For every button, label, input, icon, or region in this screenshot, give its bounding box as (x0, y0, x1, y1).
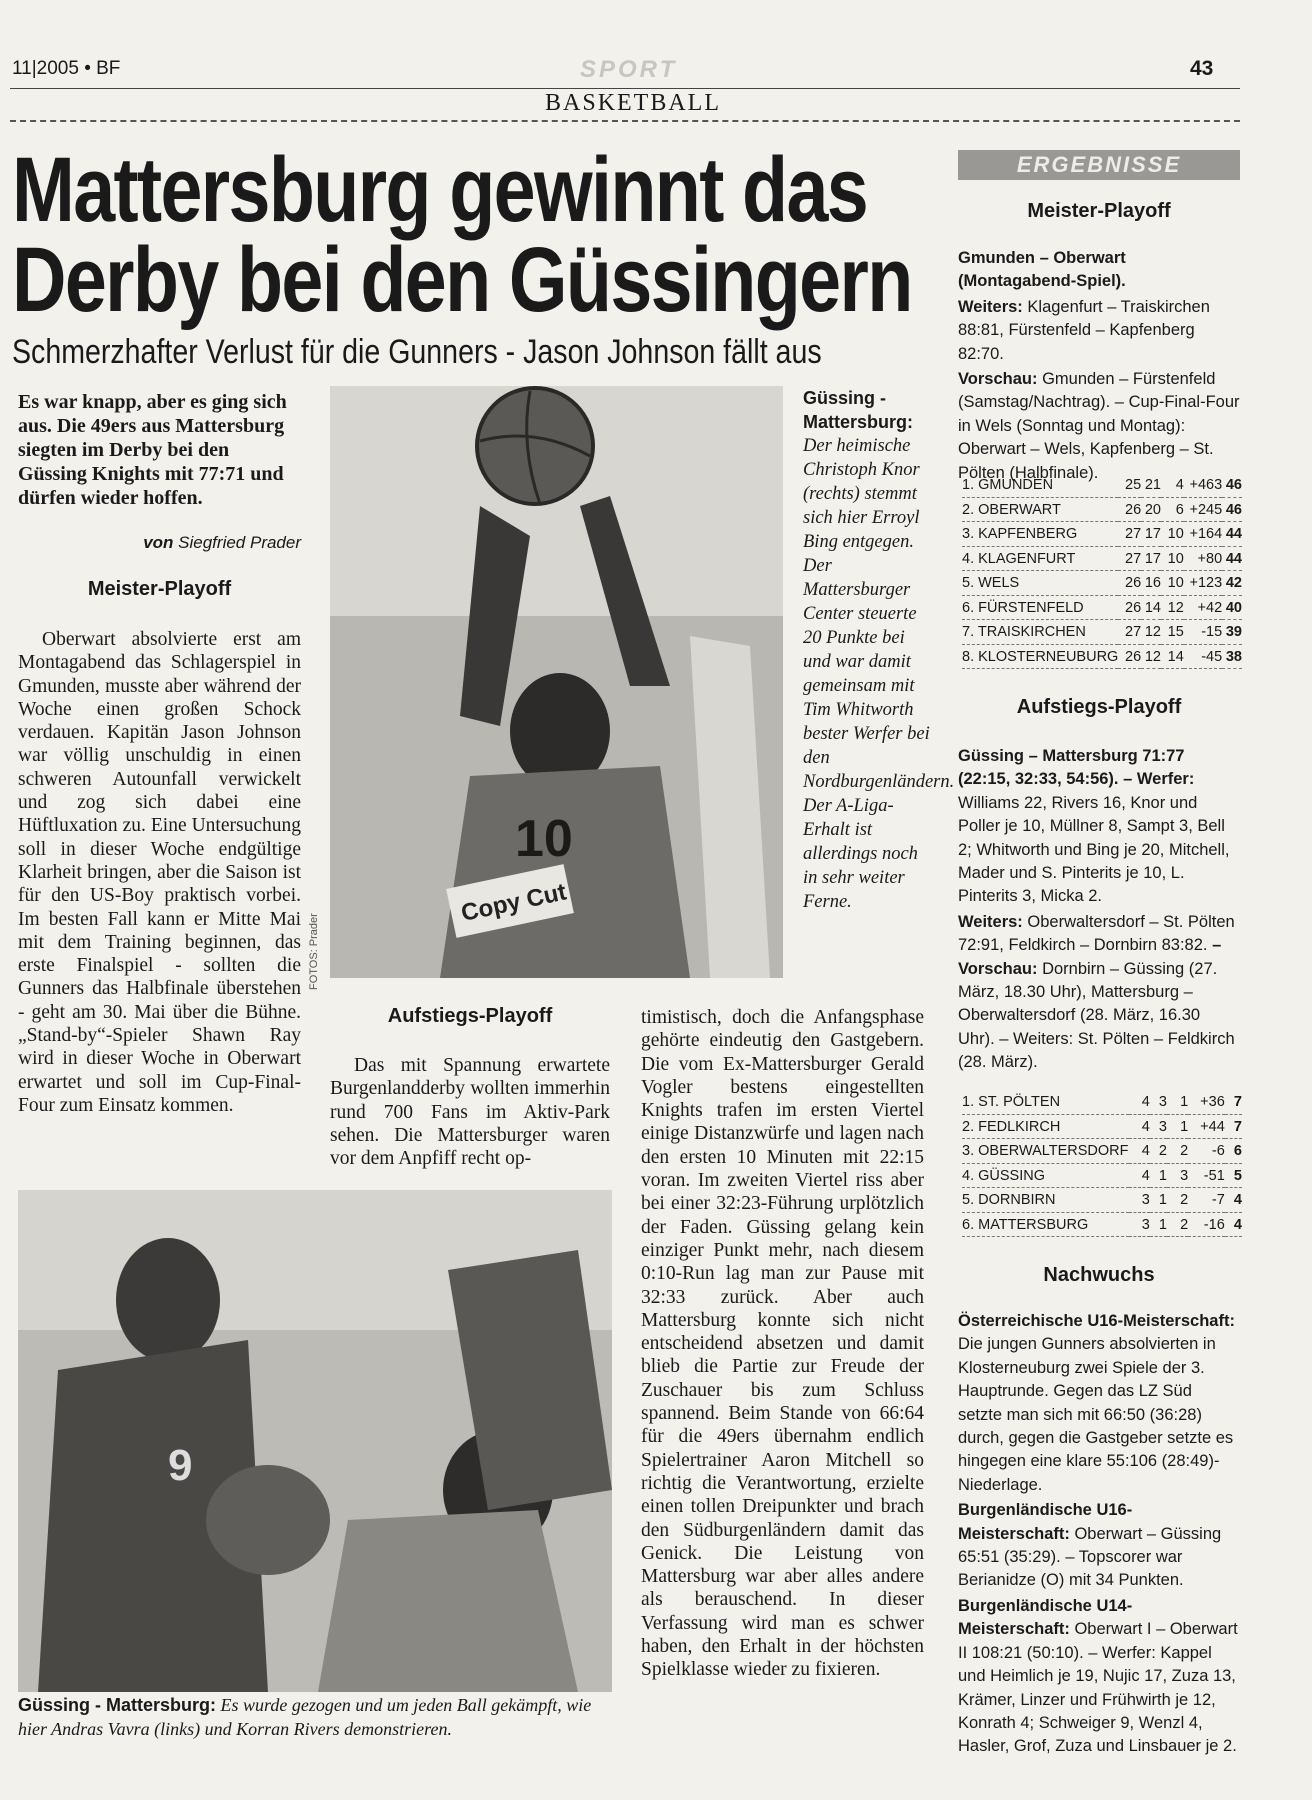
meister-standings-cell-diff: +164 (1184, 522, 1222, 547)
standings-table-aufstieg (962, 1090, 1242, 1237)
aufstieg-standings-cell-points: 7 (1225, 1090, 1242, 1114)
meister-standings-cell-losses: 15 (1161, 620, 1184, 645)
article-column-1 (18, 628, 301, 1117)
meister-p1 (958, 247, 1240, 294)
meister-standings-cell-games: 26 (1118, 595, 1141, 620)
photo-2-caption (18, 1694, 612, 1741)
meister-standings-row (962, 595, 1242, 620)
meister-standings-cell-games: 26 (1118, 571, 1141, 596)
meister-p2-text: Klagenfurt – Traiskirchen 88:81, Fürstenfeld – Kapfenberg 82:70. (958, 297, 1210, 363)
meister-p2-bold: Weiters: (958, 297, 1023, 316)
meister-standings-cell-team: 1. GMUNDEN (962, 473, 1118, 497)
article-text-meister: Oberwart absolvierte erst am Montagabend das Schlagerspiel in Gmunden, musste aber während der Woche einen großen Schock verdauen. Kapitän Jason Johnson war völlig unschuldig in einen schweren Autounfall verwickelt und zog sich dabei eine Hüftluxation zu. Eine Untersuchung soll in dieser Woche endgültige Klarheit bringen, aber die Saison ist für den US-Boy praktisch vorbei. Im besten Fall kann er Mitte Mai mit dem Training beginnen, das erste Finalspiel - sollten die Gunners das Halbfinale überstehen - geht am 30. Mai über die Bühne. „Stand-by“-Spieler Shawn Ray wird in dieser Woche in Oberwart erwartet und soll im Cup-Final-Four zum Einsatz kommen. (18, 629, 301, 1116)
section-label: SPORT (580, 56, 678, 83)
aufstieg-standings-cell-games: 3 (1129, 1188, 1150, 1213)
aufstieg-p2-text: Oberwaltersdorf – St. Pölten 72:91, Feldkirch – Dornbirn 83:82. (958, 912, 1235, 955)
aufstieg-standings-cell-wins: 1 (1150, 1163, 1167, 1188)
nachwuchs-p2 (958, 1499, 1240, 1593)
meister-standings-cell-games: 27 (1118, 620, 1141, 645)
meister-standings-row (962, 620, 1242, 645)
meister-standings-cell-team: 6. FÜRSTENFELD (962, 595, 1118, 620)
meister-standings-cell-points: 42 (1222, 571, 1242, 596)
meister-standings-cell-losses: 10 (1161, 522, 1184, 547)
meister-standings-cell-wins: 20 (1141, 497, 1161, 522)
meister-standings-row (962, 644, 1242, 669)
meister-standings-cell-games: 26 (1118, 497, 1141, 522)
photo-1-sponsor: Copy Cut (458, 878, 569, 928)
meister-standings-row (962, 571, 1242, 596)
meister-standings-cell-diff: +80 (1184, 546, 1222, 571)
aufstieg-standings-cell-team: 3. OBERWALTERSDORF (962, 1139, 1129, 1164)
headline-line-1: Mattersburg gewinnt das (12, 139, 868, 241)
meister-standings-cell-diff: -45 (1184, 644, 1222, 669)
meister-standings-cell-games: 27 (1118, 522, 1141, 547)
page-number: 43 (1190, 57, 1214, 80)
meister-standings-cell-losses: 12 (1161, 595, 1184, 620)
aufstieg-standings-cell-losses: 2 (1167, 1139, 1188, 1164)
meister-p3-bold: Vorschau: (958, 370, 1038, 389)
byline-von: von (143, 533, 174, 552)
aufstieg-p2-bold: Weiters: (958, 912, 1023, 931)
aufstieg-standings-cell-team: 5. DORNBIRN (962, 1188, 1129, 1213)
sidebar-title-aufstieg: Aufstiegs-Playoff (1016, 696, 1182, 718)
photo-2-caption-text: Es wurde gezogen und um jeden Ball gekämpft, wie hier Andras Vavra (links) und Korran Rivers demonstrieren. (18, 1695, 592, 1739)
lead-paragraph: Es war knapp, aber es ging sich aus. Die 49ers aus Mattersburg siegten im Derby bei den Güssing Knights mit 77:71 und dürfen wieder hoffen. (18, 391, 287, 509)
meister-standings-cell-wins: 12 (1141, 644, 1161, 669)
meister-standings-cell-losses: 10 (1161, 546, 1184, 571)
photo-basketball-jump (330, 386, 783, 978)
aufstieg-standings-cell-losses: 2 (1167, 1212, 1188, 1237)
meister-standings-cell-wins: 21 (1141, 473, 1161, 497)
aufstieg-standings-cell-diff: -6 (1188, 1139, 1225, 1164)
meister-standings-cell-points: 38 (1222, 644, 1242, 669)
aufstieg-standings-cell-team: 6. MATTERSBURG (962, 1212, 1129, 1237)
aufstieg-p1-bold: Güssing – Mattersburg 71:77 (22:15, 32:33, 54:56). (958, 747, 1185, 789)
nachwuchs-p2-bold: Burgenländische U16-Meisterschaft: (958, 1501, 1133, 1543)
meister-standings-cell-team: 8. KLOSTERNEUBURG (962, 644, 1118, 669)
subheadline: Schmerzhafter Verlust für die Gunners - Jason Johnson fällt aus (12, 333, 822, 371)
aufstieg-standings-cell-games: 4 (1129, 1114, 1150, 1139)
meister-standings-cell-points: 40 (1222, 595, 1242, 620)
nachwuchs-p3 (958, 1595, 1240, 1759)
photo-2-jersey-number: 9 (168, 1441, 193, 1490)
photo-2-illustration (18, 1190, 612, 1692)
aufstieg-p1-text: Williams 22, Rivers 16, Knor und Poller je 10, Müllner 8, Sampt 3, Bell 2; Whitworth und Bing je 20, Mitchell, Mader und S. Pinterits je 10, L. Pinterits 3, Micka 2. (958, 793, 1230, 906)
meister-standings-cell-points: 46 (1222, 473, 1242, 497)
aufstieg-standings-cell-points: 4 (1225, 1188, 1242, 1213)
aufstieg-standings-cell-diff: +44 (1188, 1114, 1225, 1139)
standings-table-meister (962, 473, 1242, 669)
aufstieg-standings-cell-points: 4 (1225, 1212, 1242, 1237)
aufstieg-standings-cell-wins: 1 (1150, 1212, 1167, 1237)
meister-standings-row (962, 546, 1242, 571)
photo-1-illustration (330, 386, 783, 978)
byline (18, 533, 301, 553)
aufstieg-p1-bold2: – Werfer: (1123, 770, 1195, 789)
aufstieg-standings-row (962, 1163, 1242, 1188)
aufstieg-standings-row (962, 1139, 1242, 1164)
aufstieg-standings-cell-losses: 3 (1167, 1163, 1188, 1188)
aufstieg-standings-cell-team: 4. GÜSSING (962, 1163, 1129, 1188)
meister-p1-bold: Gmunden – Oberwart (Montagabend-Spiel). (958, 249, 1126, 291)
meister-standings-cell-games: 26 (1118, 644, 1141, 669)
aufstieg-standings-cell-points: 7 (1225, 1114, 1242, 1139)
sidebar-aufstieg-text (958, 745, 1240, 1077)
meister-standings-cell-diff: +123 (1184, 571, 1222, 596)
meister-standings-cell-losses: 10 (1161, 571, 1184, 596)
aufstieg-standings-cell-losses: 1 (1167, 1090, 1188, 1114)
nachwuchs-p1-text: Die jungen Gunners absolvierten in Klosterneuburg zwei Spiele der 3. Hauptrunde. Gegen das LZ Süd setzte man sich mit 66:50 (36:28) durch, gegen die Gastgeber setzte es hingegen eine klare 55:106 (28:49)-Niederlage. (958, 1335, 1234, 1494)
meister-standings-row (962, 473, 1242, 497)
header-dashed-rule (10, 120, 1240, 122)
meister-standings-cell-team: 2. OBERWART (962, 497, 1118, 522)
aufstieg-p1 (958, 745, 1240, 909)
photo-2-caption-title: Güssing - Mattersburg: (18, 1695, 217, 1715)
category-label: BASKETBALL (545, 90, 721, 116)
meister-standings-row (962, 497, 1242, 522)
meister-standings-cell-wins: 16 (1141, 571, 1161, 596)
results-banner-text: ERGEBNISSE (1016, 152, 1182, 177)
meister-standings-cell-games: 27 (1118, 546, 1141, 571)
meister-standings-cell-team: 3. KAPFENBERG (962, 522, 1118, 547)
meister-standings-cell-team: 4. KLAGENFURT (962, 546, 1118, 571)
article-text-aufstieg-b: timistisch, doch die Anfangsphase gehörte eindeutig den Gastgebern. Die vom Ex-Mattersburger Gerald Vogler bestens eingestellten Knights trafen im ersten Viertel einige Distanzwürfe und lagen nach den ersten 10 Minuten mit 22:15 voran. Im zweiten Viertel riss aber bei einer 32:23-Führung urplötzlich der Faden. Güssing gelang kein einziger Punkt mehr, nach diesem 0:10-Run lag man zur Pause mit 32:33 zurück. Aber auch Mattersburg konnte sich nicht entscheidend absetzen und damit blieb die Partie zur Freude der Zuschauer bis zum Schluss spannend. Beim Stande von 66:64 für die 49ers übernahm endlich Spielertrainer Aaron Mitchell so richtig die Verantwortung, erzielte einen tollen Dreipunkter und brach den Südburgenländern damit das Genick. Die Leistung von Mattersburg war aber alles andere als berauschend. In dieser Verfassung wird man es schwer haben, den Erhalt in der höchsten Spielklasse wieder zu fixieren. (641, 1007, 924, 1681)
section-title-aufstieg: Aufstiegs-Playoff (387, 1005, 553, 1027)
meister-standings-cell-wins: 17 (1141, 546, 1161, 571)
aufstieg-p2-text2: Dornbirn – Güssing (27. März, 18.30 Uhr), Mattersburg – Oberwaltersdorf (28. März, 16.30 Uhr). – Weiters: St. Pölten – Feldkirch (28. März). (958, 959, 1235, 1072)
aufstieg-standings-row (962, 1188, 1242, 1213)
aufstieg-standings-cell-games: 3 (1129, 1212, 1150, 1237)
aufstieg-standings-cell-team: 1. ST. PÖLTEN (962, 1090, 1129, 1114)
aufstieg-standings-cell-diff: -51 (1188, 1163, 1225, 1188)
meister-standings-cell-games: 25 (1118, 473, 1141, 497)
meister-standings-cell-diff: +245 (1184, 497, 1222, 522)
meister-standings-cell-points: 44 (1222, 546, 1242, 571)
meister-p3-text: Gmunden – Fürstenfeld (Samstag/Nachtrag). – Cup-Final-Four in Wels (Sonntag und Montag): Oberwart – Wels, Kapfenberg – St. Pölten (Halbfinale). (958, 370, 1240, 482)
meister-standings-cell-points: 46 (1222, 497, 1242, 522)
issue-text: 11|2005 • BF (12, 58, 121, 79)
meister-standings-cell-team: 5. WELS (962, 571, 1118, 596)
aufstieg-standings-cell-diff: +36 (1188, 1090, 1225, 1114)
header-rule (10, 88, 1240, 89)
meister-standings-row (962, 522, 1242, 547)
nachwuchs-p3-text: Oberwart I – Oberwart II 108:21 (50:10). – Werfer: Kappel und Heimlich je 19, Nujic 17, Zuza 13, Krämer, Linzer und Frühwirth je 12, Konrath 4; Schweiger 9, Wenzl 4, Hasler, Grof, Zuza und Linsbauer je 2. (958, 1620, 1238, 1756)
issue-label (12, 58, 120, 80)
meister-standings-cell-points: 39 (1222, 620, 1242, 645)
aufstieg-standings-row (962, 1212, 1242, 1237)
photo-ball-fight (18, 1190, 612, 1692)
photo-1-caption-title: Güssing - Mattersburg: (803, 388, 914, 432)
aufstieg-standings-cell-wins: 1 (1150, 1188, 1167, 1213)
nachwuchs-p3-bold: Burgenländische U14-Meisterschaft: (958, 1596, 1133, 1639)
meister-standings-cell-points: 44 (1222, 522, 1242, 547)
aufstieg-standings-cell-games: 4 (1129, 1139, 1150, 1164)
sidebar-title-nachwuchs: Nachwuchs (1043, 1264, 1155, 1286)
aufstieg-standings-cell-points: 6 (1225, 1139, 1242, 1164)
photo-credit: FOTOS: Prader (308, 913, 320, 990)
meister-standings-cell-losses: 14 (1161, 644, 1184, 669)
sidebar-meister-text (958, 247, 1240, 487)
headline-line-2: Derby bei den Güssingern (12, 229, 912, 331)
nachwuchs-p1 (958, 1310, 1240, 1497)
meister-standings-cell-losses: 6 (1161, 497, 1184, 522)
aufstieg-standings-cell-wins: 3 (1150, 1114, 1167, 1139)
aufstieg-standings-cell-losses: 2 (1167, 1188, 1188, 1213)
meister-standings-cell-wins: 14 (1141, 595, 1161, 620)
meister-standings-cell-losses: 4 (1161, 473, 1184, 497)
aufstieg-standings-cell-wins: 2 (1150, 1139, 1167, 1164)
meister-standings-cell-diff: +463 (1184, 473, 1222, 497)
nachwuchs-p1-bold: Österreichische U16-Meisterschaft: (958, 1312, 1235, 1330)
results-banner (958, 150, 1240, 180)
article-text-aufstieg-a: Das mit Spannung erwartete Burgenlandderby wollten immerhin rund 700 Fans im Aktiv-Park sehen. Die Mattersburger waren vor dem Anpfiff recht op- (330, 1055, 610, 1170)
article-column-3 (641, 1006, 924, 1682)
meister-standings-cell-diff: -15 (1184, 620, 1222, 645)
aufstieg-standings-cell-wins: 3 (1150, 1090, 1167, 1114)
meister-standings-cell-wins: 12 (1141, 620, 1161, 645)
aufstieg-standings-row (962, 1114, 1242, 1139)
meister-standings-cell-team: 7. TRAISKIRCHEN (962, 620, 1118, 645)
sidebar-title-meister: Meister-Playoff (1027, 200, 1171, 222)
meister-standings-cell-wins: 17 (1141, 522, 1161, 547)
nachwuchs-p2-text: Oberwart – Güssing 65:51 (35:29). – Topscorer war Berianidze (O) mit 34 Punkten. (958, 1524, 1222, 1590)
byline-name: Siegfried Prader (178, 533, 301, 552)
aufstieg-standings-cell-games: 4 (1129, 1163, 1150, 1188)
aufstieg-standings-cell-points: 5 (1225, 1163, 1242, 1188)
aufstieg-standings-cell-games: 4 (1129, 1090, 1150, 1114)
meister-standings-cell-diff: +42 (1184, 595, 1222, 620)
aufstieg-standings-cell-diff: -16 (1188, 1212, 1225, 1237)
article-column-2 (330, 1054, 610, 1170)
photo-1-jersey-number: 10 (515, 810, 573, 868)
aufstieg-standings-cell-team: 2. FEDLKIRCH (962, 1114, 1129, 1139)
meister-p2 (958, 296, 1240, 366)
photo-1-caption (803, 386, 955, 914)
aufstieg-standings-cell-losses: 1 (1167, 1114, 1188, 1139)
aufstieg-standings-row (962, 1090, 1242, 1114)
aufstieg-standings-cell-diff: -7 (1188, 1188, 1225, 1213)
aufstieg-p2-bold2: – Vorschau: (958, 936, 1222, 978)
aufstieg-p2 (958, 911, 1240, 1075)
meister-p3 (958, 368, 1240, 485)
photo-1-caption-text: Der heimische Christoph Knor (rechts) stemmt sich hier Erroyl Bing entgegen. Der Mattersburger Center steuerte 20 Punkte bei und war damit gemeinsam mit Tim Whitworth bester Werfer bei den Nordburgenländern. Der A-Liga-Erhalt ist allerdings noch in sehr weiter Ferne. (803, 436, 955, 912)
sidebar-nachwuchs-text (958, 1310, 1240, 1761)
section-title-meister: Meister-Playoff (87, 578, 232, 600)
